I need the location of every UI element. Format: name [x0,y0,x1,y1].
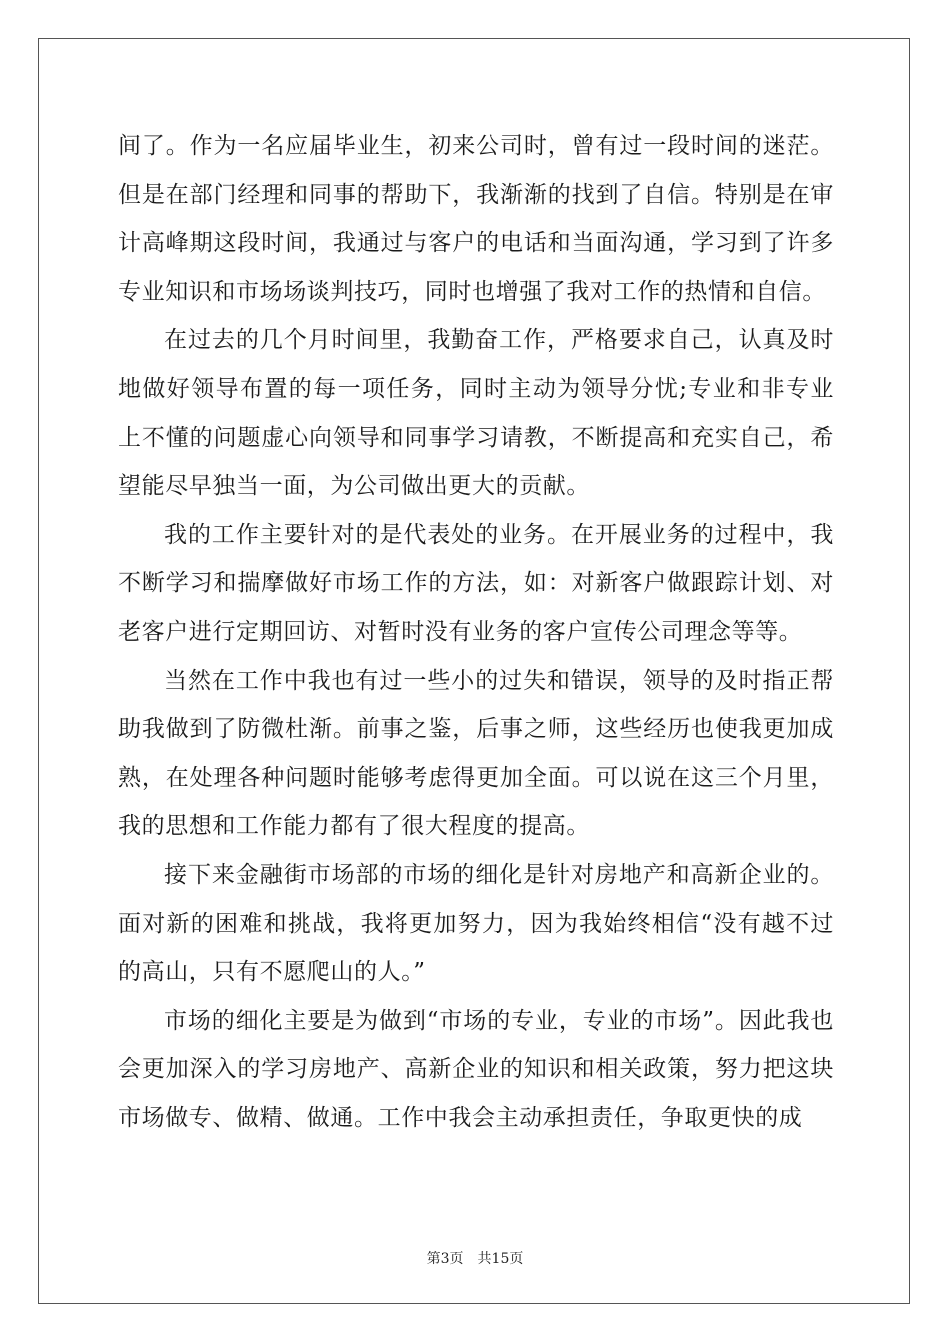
page-number-total: 共15页 [477,1251,524,1267]
paragraph-1: 间了。作为一名应届毕业生，初来公司时，曾有过一段时间的迷茫。但是在部门经理和同事的帮助下，我渐渐的找到了自信。特别是在审计高峰期这段时间，我通过与客户的电话和当面沟通，学习到了许多专业知识和市场场谈判技巧，同时也增强了我对工作的热情和自信。 [118,133,834,305]
document-body [118,122,834,1142]
page-footer [0,1248,950,1268]
paragraph-5: 接下来金融街市场部的市场的细化是针对房地产和高新企业的。面对新的困难和挑战，我将更加努力，因为我始终相信“没有越不过的高山，只有不愿爬山的人。” [118,861,834,986]
paragraph-4: 当然在工作中我也有过一些小的过失和错误，领导的及时指正帮助我做到了防微杜渐。前事之鉴，后事之师，这些经历也使我更加成熟，在处理各种问题时能够考虑得更加全面。可以说在这三个月里，我的思想和工作能力都有了很大程度的提高。 [118,667,834,840]
page-number-current: 第3页 [426,1251,464,1267]
paragraph-6: 市场的细化主要是为做到“市场的专业，专业的市场”。因此我也会更加深入的学习房地产、高新企业的知识和相关政策，努力把这块市场做专、做精、做通。工作中我会主动承担责任，争取更快的成 [118,1007,834,1131]
paragraph-2: 在过去的几个月时间里，我勤奋工作，严格要求自己，认真及时地做好领导布置的每一项任务，同时主动为领导分忧;专业和非专业上不懂的问题虚心向领导和同事学习请教，不断提高和充实自己，希望能尽早独当一面，为公司做出更大的贡献。 [118,327,834,500]
paragraph-3: 我的工作主要针对的是代表处的业务。在开展业务的过程中，我不断学习和揣摩做好市场工作的方法，如：对新客户做跟踪计划、对老客户进行定期回访、对暂时没有业务的客户宣传公司理念等等。 [118,521,834,645]
